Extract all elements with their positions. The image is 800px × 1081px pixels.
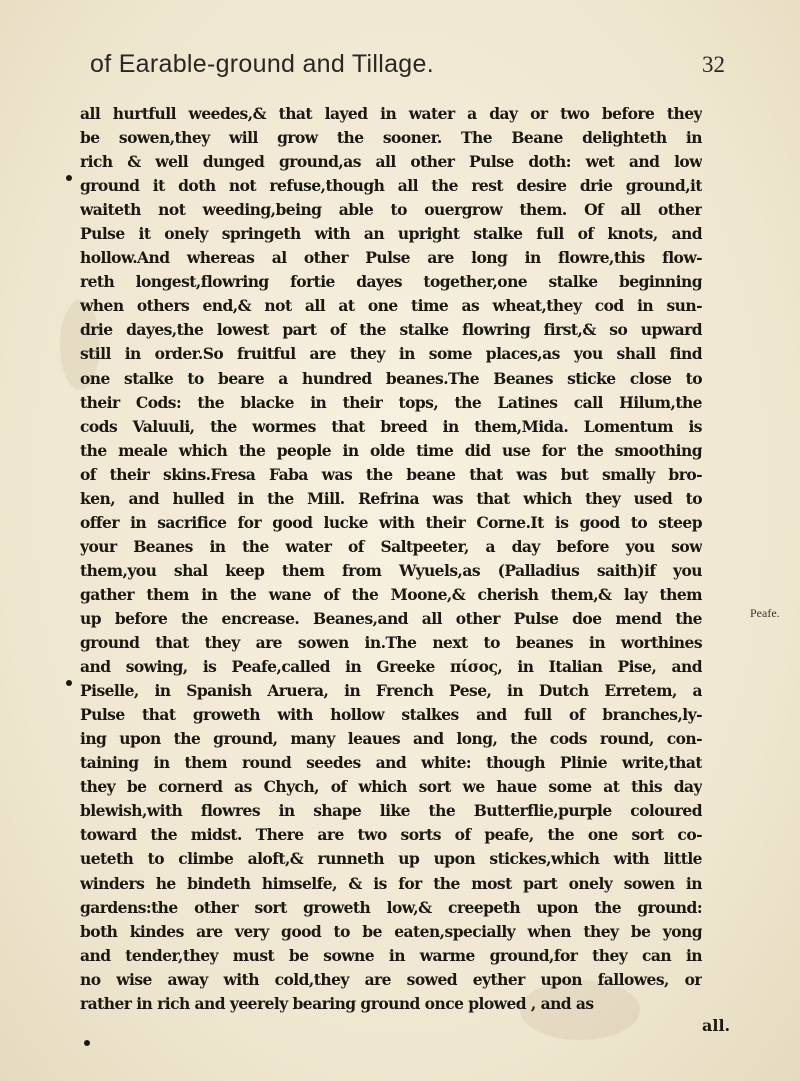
text-line: ground it doth not refuse,though all the rest desire drie ground,it xyxy=(80,176,702,196)
margin-note: Peafe. xyxy=(750,606,780,620)
catchword: all. xyxy=(702,1016,731,1035)
text-line: gather them in the wane of the Moone,& cherish them,& lay them xyxy=(80,584,702,604)
text-line: rather in rich and yeerely bearing ground once plowed , and as xyxy=(80,993,594,1013)
margin-mark xyxy=(84,1040,90,1046)
text-line: all hurtfull weedes,& that layed in water a day or two before they xyxy=(80,104,702,123)
running-head xyxy=(0,50,800,90)
text-line: ken, and hulled in the Mill. Refrina was that which they used to xyxy=(80,488,702,508)
text-line: toward the midst. There are two sorts of peafe, the one sort co- xyxy=(80,825,702,845)
text-line: reth longest,flowring fortie dayes together,one stalke beginning xyxy=(80,272,702,292)
text-line: taining in them round seedes and white: though Plinie write,that xyxy=(80,753,702,773)
text-line: no wise away with cold,they are sowed eyther upon fallowes, or xyxy=(80,969,702,989)
text-line: up before the encrease. Beanes,and all other Pulse doe mend the xyxy=(80,608,702,628)
text-line: waiteth not weeding,being able to ouergrow them. Of all other xyxy=(80,200,702,220)
text-line: gardens:the other sort groweth low,& creepeth upon the ground: xyxy=(80,897,702,917)
text-line: their Cods: the blacke in their tops, the Latines call Hilum,the xyxy=(80,392,702,412)
text-line: drie dayes,the lowest part of the stalke flowring first,& so upward xyxy=(80,320,702,340)
running-title: of Earable-ground and Tillage. xyxy=(90,50,434,78)
text-line: Pulse that groweth with hollow stalkes and full of branches,ly- xyxy=(80,705,702,725)
margin-mark xyxy=(66,680,72,686)
text-line: them,you shal keep them from Wyuels,as (Palladius saith)if you xyxy=(80,560,702,580)
text-line: Piselle, in Spanish Aruera, in French Pese, in Dutch Erretem, a xyxy=(80,681,702,701)
text-line: they be cornerd as Chych, of which sort we haue some at this day xyxy=(80,777,702,797)
margin-mark xyxy=(66,175,72,181)
text-line: one stalke to beare a hundred beanes.The Beanes sticke close to xyxy=(80,368,702,388)
page-number: 32 xyxy=(702,52,725,77)
text-line: blewish,with flowres in shape like the Butterflie,purple coloured xyxy=(80,801,702,821)
text-line: when others end,& not all at one time as wheat,they cod in sun- xyxy=(80,296,702,316)
text-line: the meale which the people in olde time did use for the smoothing xyxy=(80,440,702,460)
body-text xyxy=(80,102,702,1016)
text-line: hollow.And whereas al other Pulse are long in flowre,this flow- xyxy=(80,248,702,268)
text-line: your Beanes in the water of Saltpeeter, a day before you sow xyxy=(80,536,702,556)
text-line: ueteth to climbe aloft,& runneth up upon stickes,which with little xyxy=(80,849,702,869)
text-line: ground that they are sowen in.The next to beanes in worthines xyxy=(80,633,702,653)
text-line: both kindes are very good to be eaten,specially when they be yong xyxy=(80,921,702,941)
text-line: Pulse it onely springeth with an upright stalke full of knots, and xyxy=(80,224,702,244)
text-line: winders he bindeth himselfe, & is for the most part onely sowen in xyxy=(80,873,702,893)
text-line: and tender,they must be sowne in warme ground,for they can in xyxy=(80,945,702,965)
text-line: cods Valuuli, the wormes that breed in them,Mida. Lomentum is xyxy=(80,416,702,436)
text-line: be sowen,they will grow the sooner. The Beane delighteth in xyxy=(80,128,702,148)
text-line: still in order.So fruitful are they in some places,as you shall find xyxy=(80,344,702,364)
text-line: ing upon the ground, many leaues and long, the cods round, con- xyxy=(80,729,702,749)
text-line: offer in sacrifice for good lucke with their Corne.It is good to steep xyxy=(80,512,702,532)
text-line: and sowing, is Peafe,called in Greeke πίσος, in Italian Pise, and xyxy=(80,657,702,677)
text-line: rich & well dunged ground,as all other Pulse doth: wet and low xyxy=(80,152,702,172)
text-line: of their skins.Fresa Faba was the beane that was but smally bro- xyxy=(80,464,702,484)
